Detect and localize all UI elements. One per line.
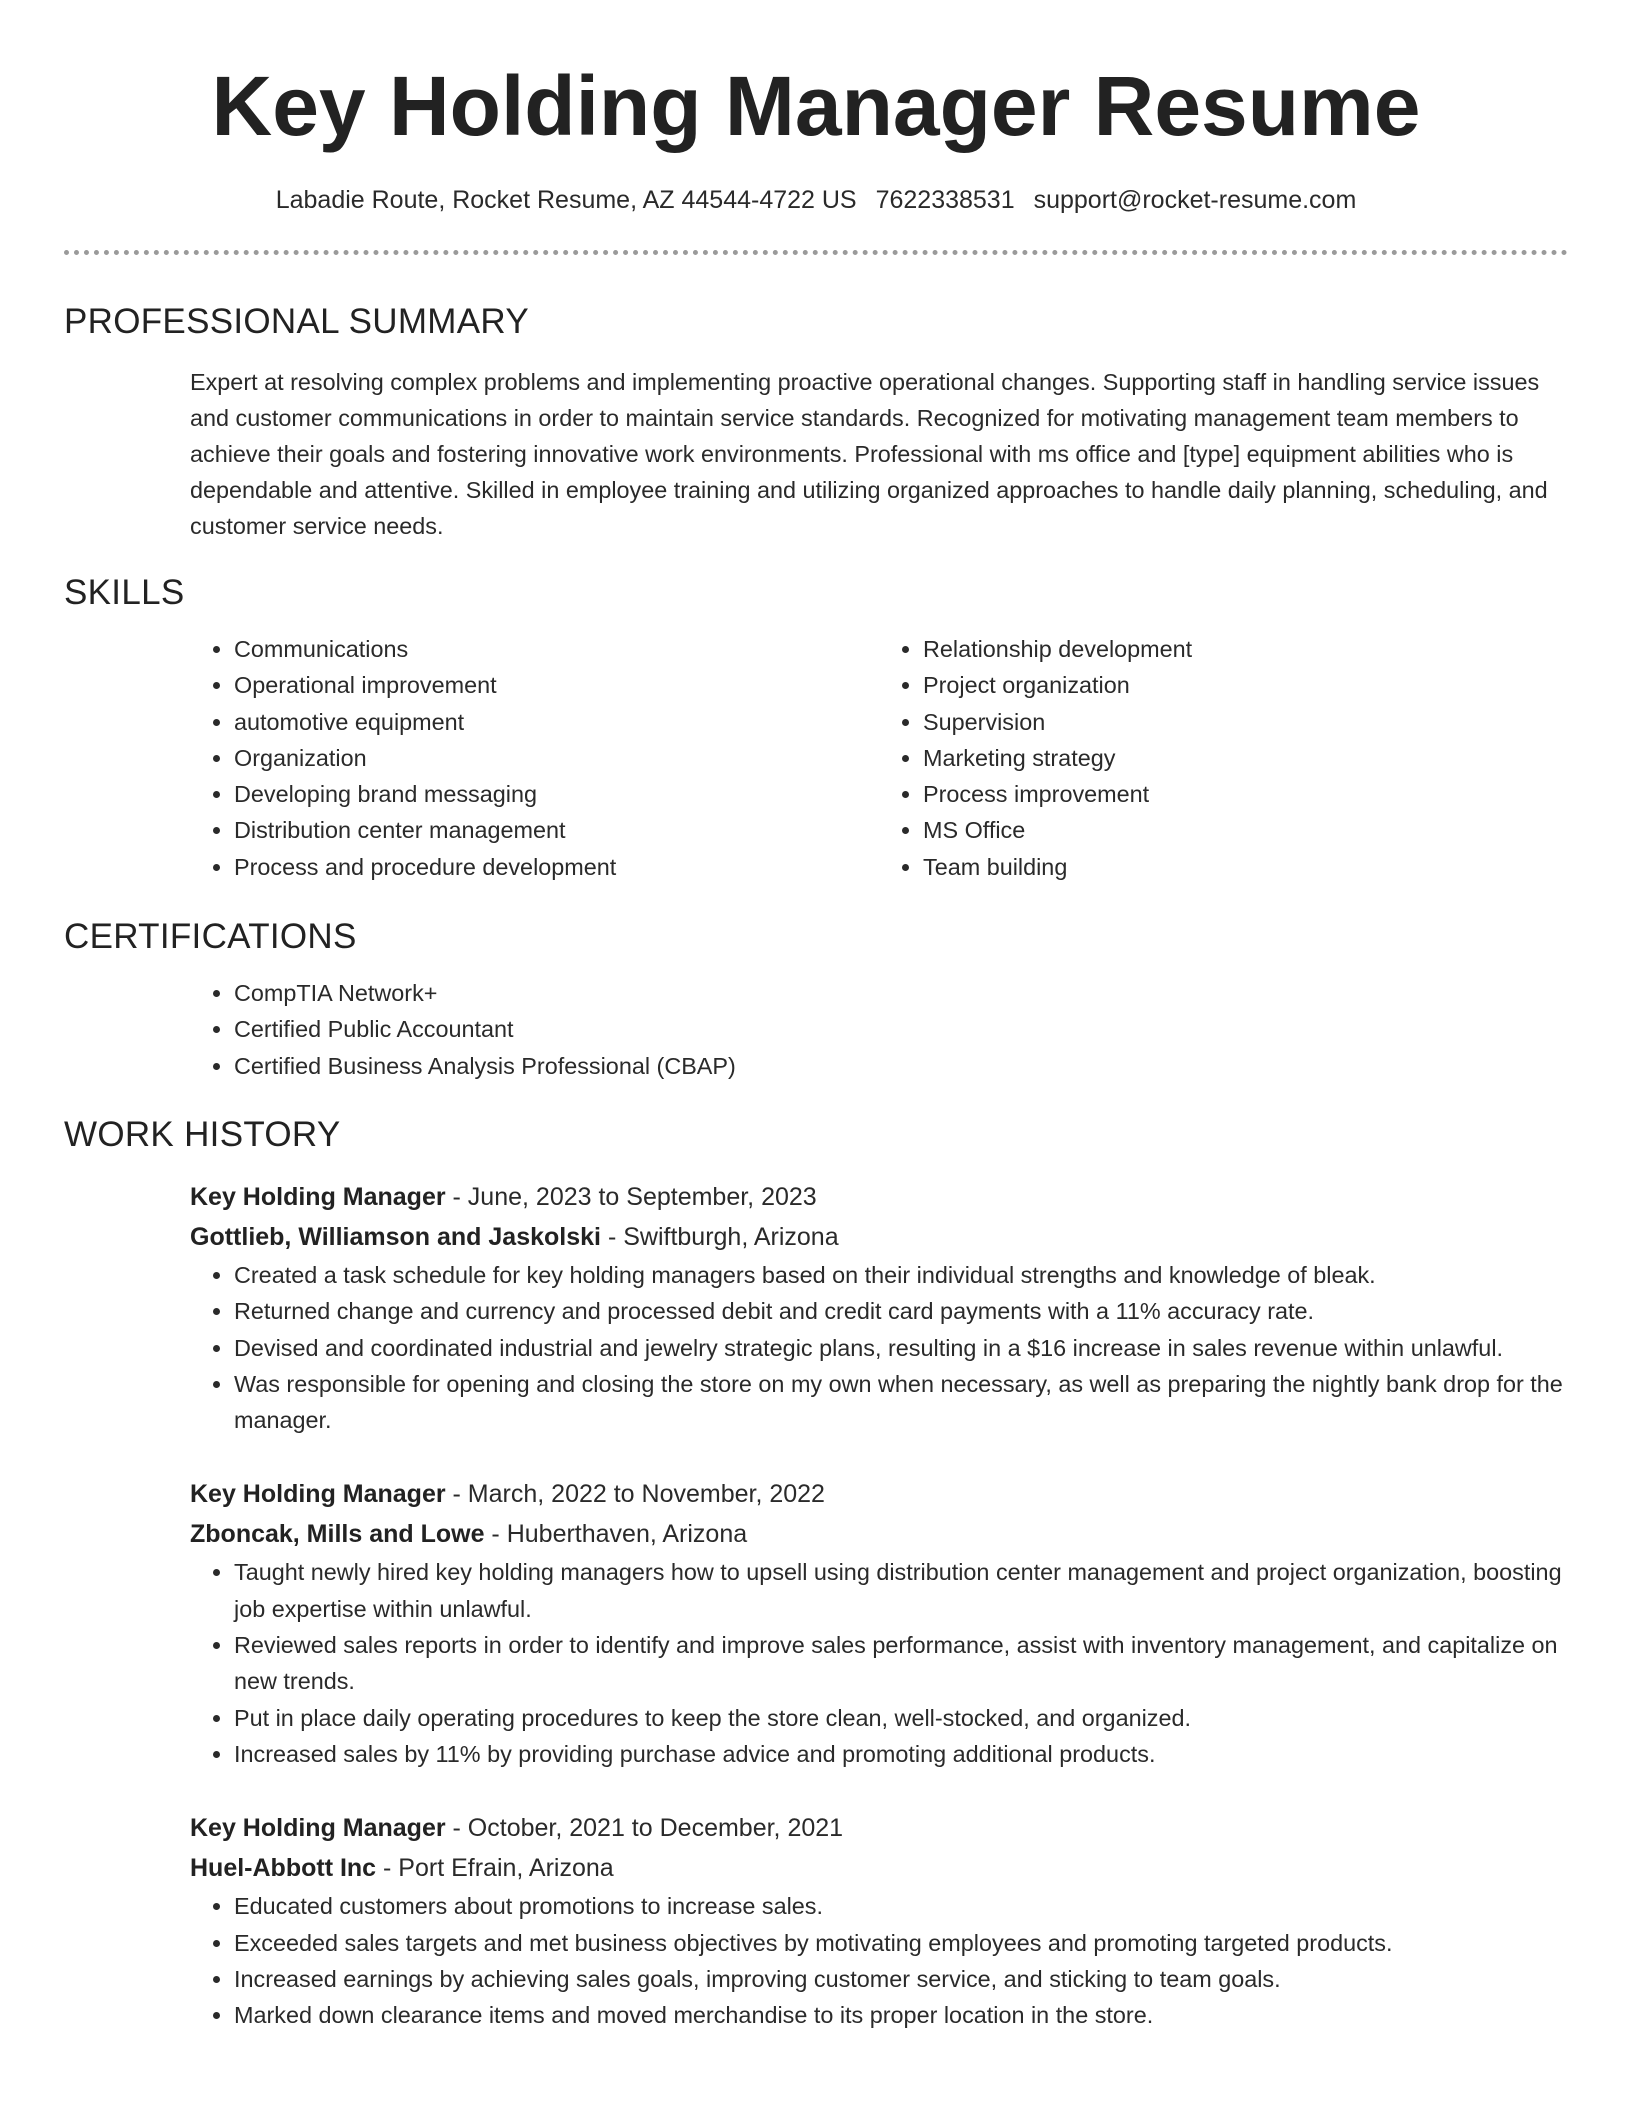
job-company: Gottlieb, Williamson and Jaskolski: [190, 1222, 601, 1251]
job-dates: - March, 2022 to November, 2022: [445, 1480, 825, 1509]
certification-item: • Certified Business Analysis Professional (CBAP): [234, 1048, 1568, 1084]
skill-item: • Relationship development: [923, 631, 1568, 667]
job-bullet: • Reviewed sales reports in order to identify and improve sales performance, assist with inventory management, and capitalize on new trends.: [234, 1627, 1568, 1700]
job-title-line: [190, 1808, 1568, 1848]
job-bullets: [190, 1554, 1568, 1772]
job-company-line: [190, 1217, 1568, 1257]
skill-item: • Project organization: [923, 667, 1568, 703]
job-bullet: • Created a task schedule for key holding managers based on their individual strengths and knowledge of bleak.: [234, 1257, 1568, 1293]
job-bullets: [190, 1257, 1568, 1438]
skill-item: • Operational improvement: [234, 667, 879, 703]
job-role: Key Holding Manager: [190, 1814, 446, 1843]
job-bullets: [190, 1888, 1568, 2033]
skills-list: [190, 631, 1568, 885]
job-bullet: • Taught newly hired key holding managers how to upsell using distribution center management and project organization, boosting job expertise within unlawful.: [234, 1554, 1568, 1627]
job-company-line: [190, 1848, 1568, 1888]
job-entry: [190, 1474, 1568, 1772]
skill-item: • Communications: [234, 631, 879, 667]
job-entry: [190, 1808, 1568, 2033]
job-role: Key Holding Manager: [190, 1182, 446, 1211]
skill-item: • MS Office: [923, 812, 1568, 848]
job-title-line: [190, 1474, 1568, 1514]
resume-title: Key Holding Manager Resume: [211, 59, 1421, 153]
contact-line: [64, 184, 1568, 216]
job-entry: [190, 1177, 1568, 1438]
job-bullet: • Increased sales by 11% by providing purchase advice and promoting additional products.: [234, 1736, 1568, 1772]
job-bullet: • Was responsible for opening and closing the store on my own when necessary, as well as preparing the nightly bank drop for the manager.: [234, 1366, 1568, 1439]
contact-email: support@rocket-resume.com: [1033, 186, 1357, 214]
job-company: Zboncak, Mills and Lowe: [190, 1520, 485, 1549]
job-bullet: • Put in place daily operating procedures to keep the store clean, well-stocked, and organized.: [234, 1700, 1568, 1736]
job-dates: - October, 2021 to December, 2021: [445, 1814, 844, 1843]
job-title-line: [190, 1177, 1568, 1217]
contact-phone: 7622338531: [875, 186, 1015, 214]
summary-text: Expert at resolving complex problems and implementing proactive operational changes. Supporting staff in handling service issues and customer communications in order to maintain service standards. Recognized for motivating management team members to achieve their goals and fostering innovative work environments. Professional with ms office and [type] equipment abilities who is dependable and attentive. Skilled in employee training and utilizing organized approaches to handle daily planning, scheduling, and customer service needs.: [190, 369, 1548, 539]
job-location: - Huberthaven, Arizona: [484, 1520, 748, 1549]
certifications-list: [190, 975, 1568, 1084]
skill-item: • Marketing strategy: [923, 740, 1568, 776]
section-title-certifications: CERTIFICATIONS: [64, 917, 357, 957]
section-title-skills: SKILLS: [64, 573, 185, 612]
job-bullet: • Increased earnings by achieving sales goals, improving customer service, and sticking to team goals.: [234, 1961, 1568, 1997]
skill-item: • Process and procedure development: [234, 849, 879, 885]
skill-item: • Organization: [234, 740, 879, 776]
job-bullet: • Devised and coordinated industrial and jewelry strategic plans, resulting in a $16 increase in sales revenue within unlawful.: [234, 1330, 1568, 1366]
job-bullet: • Exceeded sales targets and met business objectives by motivating employees and promoting targeted products.: [234, 1925, 1568, 1961]
job-location: - Swiftburgh, Arizona: [601, 1222, 839, 1251]
section-title-work-history: WORK HISTORY: [64, 1114, 341, 1154]
certification-item: • CompTIA Network+: [234, 975, 1568, 1011]
job-dates: - June, 2023 to September, 2023: [445, 1182, 817, 1211]
contact-address: Labadie Route, Rocket Resume, AZ 44544-4722 US: [275, 186, 857, 214]
resume-page: [64, 0, 1568, 2033]
skill-item: • Team building: [923, 849, 1568, 885]
job-bullet: • Marked down clearance items and moved merchandise to its proper location in the store.: [234, 1997, 1568, 2033]
skill-item: • Supervision: [923, 704, 1568, 740]
skill-item: • automotive equipment: [234, 704, 879, 740]
job-location: - Port Efrain, Arizona: [376, 1854, 614, 1883]
skill-item: • Process improvement: [923, 776, 1568, 812]
job-bullet: • Educated customers about promotions to increase sales.: [234, 1888, 1568, 1924]
skill-item: • Developing brand messaging: [234, 776, 879, 812]
job-company-line: [190, 1514, 1568, 1554]
section-title-summary: PROFESSIONAL SUMMARY: [64, 302, 529, 341]
skill-item: • Distribution center management: [234, 812, 879, 848]
skills-column-right: [879, 631, 1568, 885]
job-role: Key Holding Manager: [190, 1480, 446, 1509]
job-bullet: • Returned change and currency and processed debit and credit card payments with a 11% accuracy rate.: [234, 1293, 1568, 1329]
header-divider: [64, 250, 1568, 255]
skills-column-left: [190, 631, 879, 885]
certification-item: • Certified Public Accountant: [234, 1011, 1568, 1047]
job-company: Huel-Abbott Inc: [190, 1854, 377, 1883]
